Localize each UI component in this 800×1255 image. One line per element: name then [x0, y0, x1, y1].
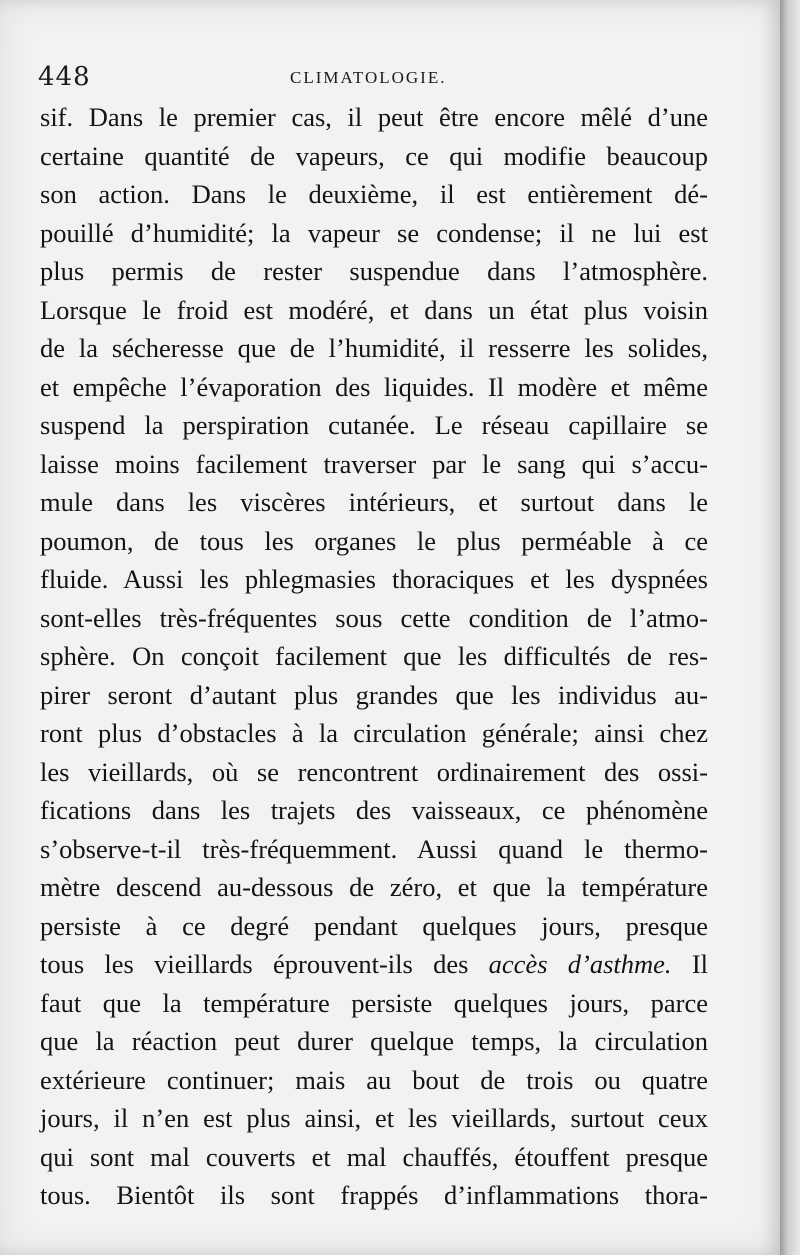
running-title: CLIMATOLOGIE. [290, 68, 447, 87]
text-line: que la réaction peut durer quelque temps, la circulation [40, 1026, 708, 1056]
text-line: fications dans les trajets des vaisseaux, ce phénomène [40, 795, 708, 825]
text-line: pirer seront d’autant plus grandes que les individus au- [40, 679, 708, 710]
text-segment: Il [691, 949, 709, 979]
page-number: 448 [38, 62, 91, 92]
italic-phrase: accès d’asthme. [488, 949, 672, 979]
text-line: sphère. On conçoit facilement que les difficultés de res- [40, 641, 708, 671]
body-text [40, 98, 708, 1215]
text-line: de la sécheresse que de l’humidité, il resserre les solides, [40, 333, 708, 363]
text-line-with-italic [40, 945, 708, 984]
text-line: jours, il n’en est plus ainsi, et les vieillards, surtout ceux [40, 1103, 708, 1133]
text-line: faut que la température persiste quelques jours, parce [40, 987, 708, 1018]
text-line: fluide. Aussi les phlegmasies thoraciques et les dyspnées [40, 564, 708, 594]
text-line: Lorsque le froid est modéré, et dans un état plus voisin [40, 294, 708, 325]
text-line: son action. Dans le deuxième, il est entièrement dé- [40, 179, 708, 209]
text-line: persiste à ce degré pendant quelques jours, presque [40, 910, 708, 941]
text-line: certaine quantité de vapeurs, ce qui modifie beaucoup [40, 140, 708, 171]
text-segment: tous les vieillards éprouvent-ils des [40, 949, 489, 979]
text-line: qui sont mal couverts et mal chauffés, étouffent presque [40, 1141, 708, 1172]
text-line: suspend la perspiration cutanée. Le réseau capillaire se [40, 410, 708, 440]
text-line: tous. Bientôt ils sont frappés d’inflammations thora- [40, 1180, 708, 1210]
text-line: mètre descend au-dessous de zéro, et que la température [40, 872, 708, 902]
text-line: ront plus d’obstacles à la circulation générale; ainsi chez [40, 718, 708, 748]
text-line: sont-elles très-fréquentes sous cette condition de l’atmo- [40, 602, 708, 633]
text-line: mule dans les viscères intérieurs, et surtout dans le [40, 487, 708, 517]
text-line: les vieillards, où se rencontrent ordinairement des ossi- [40, 756, 708, 787]
text-line: poumon, de tous les organes le plus perméable à ce [40, 525, 708, 556]
text-line: s’observe-t-il très-fréquemment. Aussi quand le thermo- [40, 833, 708, 864]
text-line: laisse moins facilement traverser par le sang qui s’accu- [40, 448, 708, 479]
text-line: plus permis de rester suspendue dans l’atmosphère. [40, 256, 708, 286]
text-line: extérieure continuer; mais au bout de trois ou quatre [40, 1064, 708, 1095]
text-line: pouillé d’humidité; la vapeur se condense; il ne lui est [40, 217, 708, 248]
text-line: et empêche l’évaporation des liquides. Il modère et même [40, 371, 708, 402]
page-edge-shadow [780, 0, 800, 1255]
text-line: sif. Dans le premier cas, il peut être encore mêlé d’une [40, 102, 708, 132]
